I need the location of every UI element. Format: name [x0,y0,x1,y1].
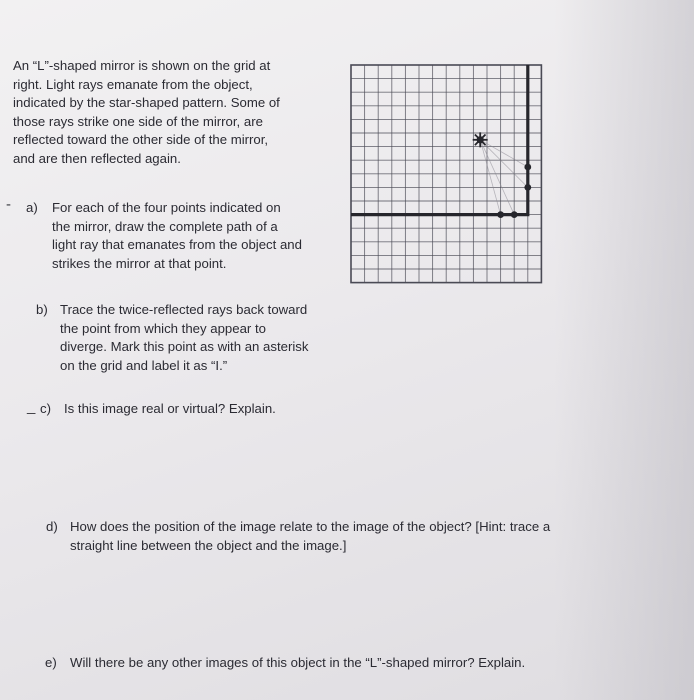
mirror-point [511,211,518,218]
grid-figure [349,63,694,401]
mirror-point [497,211,504,218]
question-d-text: How does the position of the image relate to the image of the object? [Hint: trace a straight line between the object and the image.] [70,519,551,553]
question-a-text: For each of the four points indicated on the mirror, draw the complete path of a light ray that emanates from the object and strikes the mirror at that point. [52,200,302,271]
mirror-point [524,184,531,191]
question-b-label: b) [36,302,48,317]
intro-paragraph: An “L”-shaped mirror is shown on the grid at right. Light rays emanate from the object, indicated by the star-shaped pattern. Some of those rays strike one side of the mirror, are reflected toward the other side of the mirror, and are then reflected again. [13,58,280,166]
l-shaped-mirror [351,65,528,215]
margin-dash-a: - [6,196,11,213]
mirror-point [524,164,531,171]
question-e-text: Will there be any other images of this object in the “L”-shaped mirror? Explain. [70,655,526,670]
question-c-label: c) [40,401,51,416]
star-object-icon [473,132,488,147]
question-a-label: a) [26,200,38,215]
question-e-label: e) [45,655,57,670]
question-d-label: d) [46,519,58,534]
mirror-grid [349,63,694,406]
question-b-text: Trace the twice-reflected rays back toward the point from which they appear to diverge. Mark this point as with an asterisk on the grid and label it as “I.” [60,302,309,373]
star-core [477,136,484,143]
question-c-text: Is this image real or virtual? Explain. [64,401,276,416]
margin-dash-c: _ [27,398,36,415]
